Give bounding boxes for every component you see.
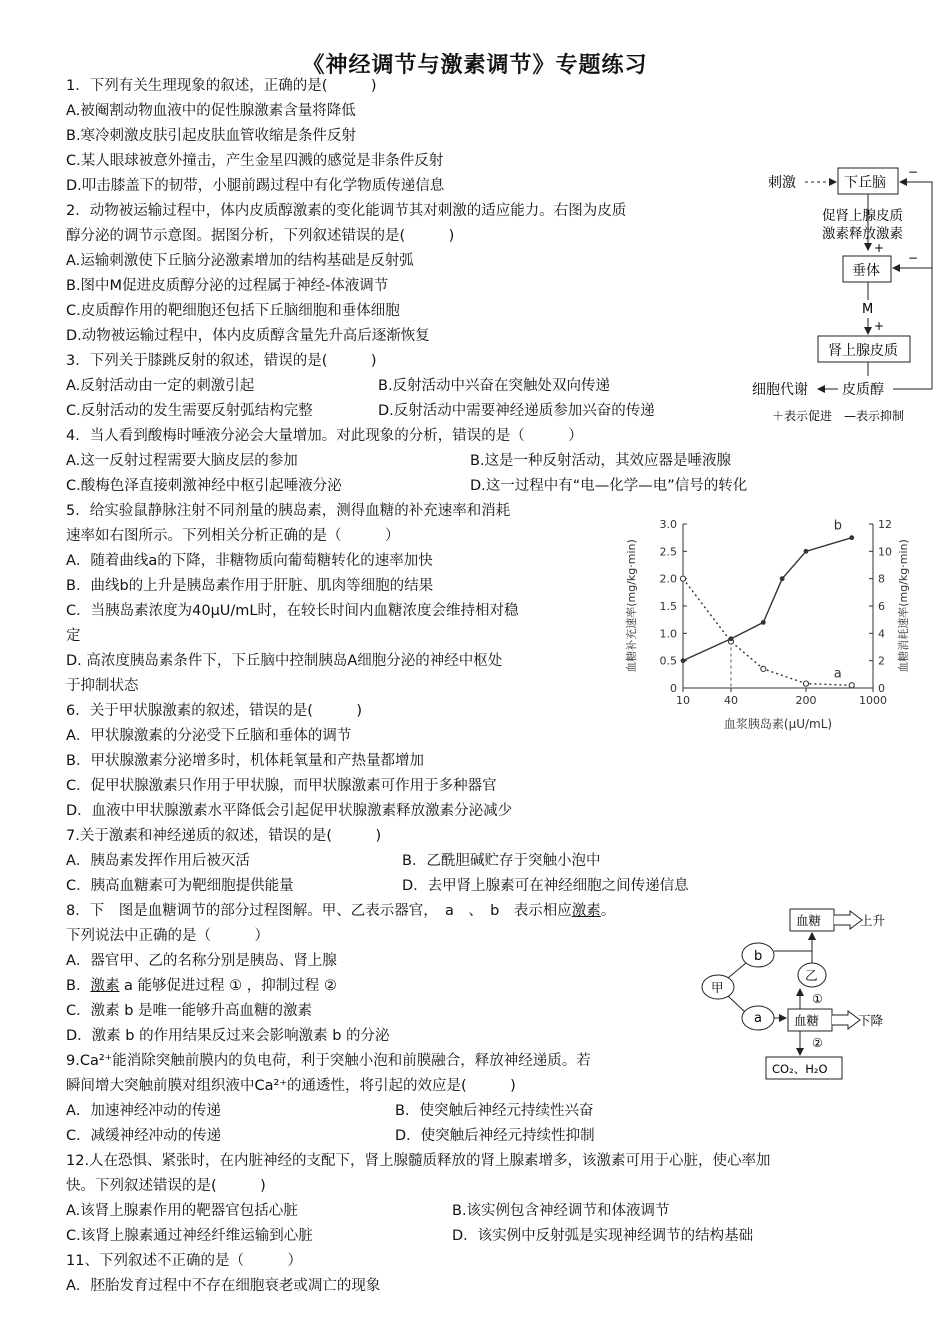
q1-stem: 1．下列有关生理现象的叙述，正确的是( ) xyxy=(66,78,377,94)
y-left-tick-label: 3.0 xyxy=(659,518,677,531)
minus-sign: − xyxy=(908,251,919,265)
q1-option-c: C.某人眼球被意外撞击，产生金星四溅的感觉是非条件反射 xyxy=(66,153,444,169)
insulin-chart xyxy=(615,510,915,742)
q2-stem-1: 2．动物被运输过程中，体内皮质醇激素的变化能调节其对刺激的适应能力。右图为皮质 xyxy=(66,203,627,219)
x-tick-label: 1000 xyxy=(859,694,887,707)
series-b-point xyxy=(849,535,854,540)
q5-option-d-2: 于抑制状态 xyxy=(66,678,139,694)
q7-option-a: A．胰岛素发挥作用后被灭活 xyxy=(66,853,250,869)
q6-stem: 6．关于甲状腺激素的叙述，错误的是( ) xyxy=(66,703,363,719)
y-left-tick-label: 2.5 xyxy=(659,545,677,559)
q5-option-a: A．随着曲线a的下降，非糖物质向葡萄糖转化的速率加快 xyxy=(66,553,433,569)
y-left-tick-label: 2.0 xyxy=(659,572,677,586)
q4-stem: 4．当人看到酸梅时唾液分泌会大量增加。对此现象的分析，错误的是（ ） xyxy=(66,428,583,444)
q8-option-c: C．激素 b 是唯一能够升高血糖的激素 xyxy=(66,1003,313,1019)
q7-option-b: B．乙酰胆碱贮存于突触小泡中 xyxy=(402,853,601,869)
series-b-label: b xyxy=(833,518,843,534)
m-label: M xyxy=(862,302,874,317)
q6-option-d: D．血液中甲状腺激素水平降低会引起促甲状腺激素释放激素分泌减少 xyxy=(66,803,513,819)
hormone-label-1: 促肾上腺皮质 xyxy=(822,208,903,224)
rise-label: 上升 xyxy=(860,913,886,928)
q8-option-b-text: a 能够促进过程 ① ，抑制过程 ② xyxy=(119,978,337,994)
x-axis-label: 血浆胰岛素(μU/mL) xyxy=(723,717,833,731)
hormone-b-label: b xyxy=(754,949,763,964)
fall-label: 下降 xyxy=(858,1013,884,1028)
y-left-tick-label: 1.5 xyxy=(659,600,677,613)
q8-stem-text: 8．下 图是血糖调节的部分过程图解。甲、乙表示器官， a 、 b 表示相应 xyxy=(66,903,572,919)
q8-hormone-link: 激素 xyxy=(571,903,601,919)
page-title: 《神经调节与激素调节》专题练习 xyxy=(302,53,648,78)
q2-option-a: A.运输刺激使下丘脑分泌激素增加的结构基础是反射弧 xyxy=(66,253,414,269)
adrenal-cortex-label: 肾上腺皮质 xyxy=(828,343,898,359)
x-tick-label: 40 xyxy=(724,694,738,707)
q8-stem-2: 下列说法中正确的是（ ） xyxy=(66,928,269,944)
series-a-label: a xyxy=(833,666,842,682)
hypothalamus-label: 下丘脑 xyxy=(844,175,886,191)
cortisol-regulation-diagram xyxy=(750,160,945,428)
q5-option-c-2: 定 xyxy=(66,628,81,644)
pituitary-label: 垂体 xyxy=(852,263,880,279)
q1-option-b: B.寒冷刺激皮肤引起皮肤血管收缩是条件反射 xyxy=(66,128,357,144)
series-b-point xyxy=(729,636,734,641)
organ-jia-label: 甲 xyxy=(711,980,724,995)
x-tick-label: 10 xyxy=(676,694,690,707)
cortisol-label: 皮质醇 xyxy=(842,382,884,398)
glucose-label-top: 血糖 xyxy=(796,913,822,928)
q8-option-b xyxy=(66,975,337,997)
q1-option-d: D.叩击膝盖下的韧带，小腿前踢过程中有化学物质传递信息 xyxy=(66,178,445,194)
y-right-tick-label: 8 xyxy=(878,572,885,586)
q11-stem: 11、下列叙述不正确的是（ ） xyxy=(66,1253,302,1269)
y-axis-right-label: 血糖消耗速率(mg/kg·min) xyxy=(897,539,910,673)
series-b-point xyxy=(804,549,809,554)
q9-stem-2: 瞬间增大突触前膜对组织液中Ca²⁺的通透性，将引起的效应是( ) xyxy=(66,1078,516,1094)
process-1-label: ① xyxy=(812,992,823,1006)
q9-option-d: D．使突触后神经元持续性抑制 xyxy=(395,1128,595,1144)
y-right-tick-label: 6 xyxy=(878,600,885,613)
series-a-line xyxy=(683,579,852,686)
q4-option-a: A.这一反射过程需要大脑皮层的参加 xyxy=(66,453,298,469)
process-2-label: ② xyxy=(812,1036,823,1050)
q9-option-a: A．加速神经冲动的传递 xyxy=(66,1103,221,1119)
q2-stem-2: 醇分泌的调节示意图。据图分析，下列叙述错误的是( ) xyxy=(66,228,455,244)
q6-option-c: C．促甲状腺激素只作用于甲状腺，而甲状腺激素可作用于多种器官 xyxy=(66,778,497,794)
q5-option-b: B．曲线b的上升是胰岛素作用于肝脏、肌肉等细胞的结果 xyxy=(66,578,434,594)
q5-option-d-1: D. 高浓度胰岛素条件下，下丘脑中控制胰岛A细胞分泌的神经中枢处 xyxy=(66,653,503,669)
q3-stem: 3．下列关于膝跳反射的叙述，错误的是( ) xyxy=(66,353,377,369)
q12-option-d: D．该实例中反射弧是实现神经调节的结构基础 xyxy=(452,1228,754,1244)
minus-sign: − xyxy=(908,165,919,179)
q8-option-b-hormone: 激素 xyxy=(90,978,120,994)
q12-option-a: A.该肾上腺素作用的靶器官包括心脏 xyxy=(66,1203,298,1219)
q5-option-c-1: C．当胰岛素浓度为40μU/mL时，在较长时间内血糖浓度会维持相对稳 xyxy=(66,603,519,619)
series-b-line xyxy=(683,538,852,661)
q9-option-b: B．使突触后神经元持续性兴奋 xyxy=(395,1103,594,1119)
hormone-label-2: 激素释放激素 xyxy=(822,226,903,242)
series-b-point xyxy=(780,576,785,581)
glucose-regulation-diagram xyxy=(700,905,900,1083)
q4-option-c: C.酸梅色泽直接刺激神经中枢引起唾液分泌 xyxy=(66,478,342,494)
series-b-point xyxy=(681,658,686,663)
y-left-tick-label: 0 xyxy=(670,682,677,695)
hormone-a-label: a xyxy=(754,1011,762,1026)
series-b-point xyxy=(761,620,766,625)
organ-yi-label: 乙 xyxy=(805,968,818,983)
series-a-point xyxy=(849,683,854,688)
y-right-tick-label: 0 xyxy=(878,682,885,695)
q7-option-d: D．去甲肾上腺素可在神经细胞之间传递信息 xyxy=(402,878,689,894)
glucose-label-mid: 血糖 xyxy=(794,1013,820,1028)
q8-option-d: D．激素 b 的作用结果反过来会影响激素 b 的分泌 xyxy=(66,1028,390,1044)
q2-option-c: C.皮质醇作用的靶细胞还包括下丘脑细胞和垂体细胞 xyxy=(66,303,400,319)
y-left-tick-label: 1.0 xyxy=(659,627,677,641)
y-right-tick-label: 2 xyxy=(878,654,885,668)
q4-option-b: B.这是一种反射活动，其效应器是唾液腺 xyxy=(470,453,732,469)
y-right-tick-label: 4 xyxy=(878,627,885,641)
q1-option-a: A.被阉割动物血液中的促性腺激素含量将降低 xyxy=(66,103,356,119)
plus-sign: + xyxy=(874,319,885,333)
product-label: CO₂、H₂O xyxy=(772,1062,828,1076)
q12-option-c: C.该肾上腺素通过神经纤维运输到心脏 xyxy=(66,1228,313,1244)
y-axis-left-label: 血糖补充速率(mg/kg·min) xyxy=(625,539,638,673)
q12-stem-2: 快。下列叙述错误的是( ) xyxy=(66,1178,266,1194)
q5-stem-2: 速率如右图所示。下列相关分析正确的是（ ） xyxy=(66,528,400,544)
q8-option-a: A．器官甲、乙的名称分别是胰岛、肾上腺 xyxy=(66,953,337,969)
metabolism-label: 细胞代谢 xyxy=(752,382,808,398)
q12-option-b: B.该实例包含神经调节和体液调节 xyxy=(452,1203,670,1219)
q8-stem-1 xyxy=(66,900,615,922)
diagram-legend: ＋表示促进 —表示抑制 xyxy=(772,409,905,423)
stimulus-label: 刺激 xyxy=(768,175,796,191)
y-left-tick-label: 0.5 xyxy=(659,654,677,668)
x-tick-label: 200 xyxy=(795,694,817,707)
q8-stem-end: 。 xyxy=(600,903,616,919)
q3-option-a: A.反射活动由一定的刺激引起 xyxy=(66,378,255,394)
y-right-tick-label: 10 xyxy=(878,545,892,559)
q6-option-a: A．甲状腺激素的分泌受下丘脑和垂体的调节 xyxy=(66,728,352,744)
q9-option-c: C．减缓神经冲动的传递 xyxy=(66,1128,222,1144)
series-a-point xyxy=(680,576,685,581)
q3-option-b: B.反射活动中兴奋在突触处双向传递 xyxy=(378,378,611,394)
q8-option-b-letter: B． xyxy=(66,978,91,994)
plus-sign: + xyxy=(874,241,885,255)
q2-option-d: D.动物被运输过程中，体内皮质醇含量先升高后逐渐恢复 xyxy=(66,328,430,344)
q4-option-d: D.这一过程中有“电—化学—电”信号的转化 xyxy=(470,478,748,494)
series-a-point xyxy=(803,681,808,686)
q3-option-c: C.反射活动的发生需要反射弧结构完整 xyxy=(66,403,313,419)
y-right-tick-label: 12 xyxy=(878,518,892,531)
q12-stem-1: 12.人在恐惧、紧张时，在内脏神经的支配下，肾上腺髓质释放的肾上腺素增多，该激素可用于心脏，使心率加 xyxy=(66,1153,771,1169)
series-a-point xyxy=(761,666,766,671)
q7-option-c: C．胰高血糖素可为靶细胞提供能量 xyxy=(66,878,294,894)
q2-option-b: B.图中M促进皮质醇分泌的过程属于神经-体液调节 xyxy=(66,278,389,294)
q11-option-a: A．胚胎发育过程中不存在细胞衰老或凋亡的现象 xyxy=(66,1278,381,1294)
q9-stem-1: 9.Ca²⁺能消除突触前膜内的负电荷，利于突触小泡和前膜融合，释放神经递质。若 xyxy=(66,1053,591,1069)
q7-stem: 7.关于激素和神经递质的叙述，错误的是( ) xyxy=(66,828,382,844)
q6-option-b: B．甲状腺激素分泌增多时，机体耗氧量和产热量都增加 xyxy=(66,753,424,769)
q5-stem-1: 5．给实验鼠静脉注射不同剂量的胰岛素，测得血糖的补充速率和消耗 xyxy=(66,503,511,519)
q3-option-d: D.反射活动中需要神经递质参加兴奋的传递 xyxy=(378,403,655,419)
